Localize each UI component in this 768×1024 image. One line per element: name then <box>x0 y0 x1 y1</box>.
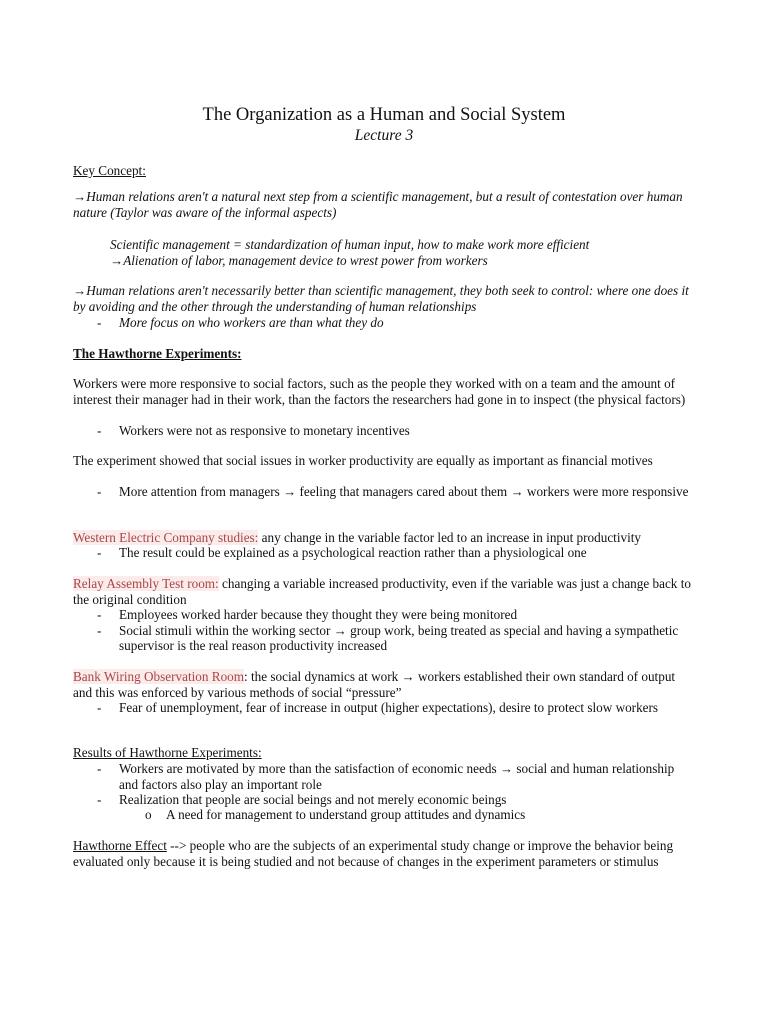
western-electric-bullets <box>97 545 693 561</box>
list-item: - More focus on who workers are than what they do <box>97 315 384 330</box>
bank-wiring-bullets <box>97 700 693 716</box>
hawthorne-paragraph-2: The experiment showed that social issues in worker productivity are equally as important as financial motives <box>73 453 653 468</box>
relay-assembly-label: Relay Assembly Test room: <box>73 576 219 591</box>
hawthorne-effect-label: Hawthorne Effect <box>73 838 167 853</box>
western-electric-text: any change in the variable factor led to an increase in input productivity <box>258 530 642 545</box>
arrow-icon: → <box>110 253 124 268</box>
relay-assembly-text: changing a variable increased productivity, even if the variable was just a change back to the original condition <box>73 576 691 607</box>
results-bullets <box>97 761 693 808</box>
key-concept-paragraph-1 <box>73 189 695 220</box>
hawthorne-bullets-1 <box>97 423 693 439</box>
document-subtitle: Lecture 3 <box>354 127 414 144</box>
document-title: The Organization as a Human and Social System <box>202 105 566 125</box>
results-heading: Results of Hawthorne Experiments: <box>73 745 262 760</box>
bank-wiring-paragraph <box>73 669 695 700</box>
results-sub-bullets <box>145 807 685 823</box>
list-item: - Employees worked harder because they thought they were being monitored <box>97 607 518 622</box>
western-electric-label: Western Electric Company studies: <box>73 530 259 545</box>
relay-assembly-paragraph <box>73 576 695 607</box>
circle-bullet-icon: o <box>145 807 152 822</box>
key-concept-paragraph-2b <box>110 253 695 269</box>
bank-wiring-text: : the social dynamics at work → workers established their own standard of output and this was enforced by various methods of social “pressure” <box>73 669 676 700</box>
list-item: - Workers were not as responsive to monetary incentives <box>97 423 410 438</box>
bank-wiring-label: Bank Wiring Observation Room <box>73 669 245 684</box>
key-concept-text-2b: Alienation of labor, management device to wrest power from workers <box>123 253 488 268</box>
hawthorne-bullets-2 <box>97 484 693 500</box>
list-item: - Workers are motivated by more than the satisfaction of economic needs → social and human relationship and factors also play an important role <box>97 761 675 792</box>
hawthorne-effect-paragraph <box>73 838 695 869</box>
list-item: - Social stimuli within the working sector → group work, being treated as special and having a sympathetic supervisor is the real reason productivity increased <box>97 622 679 653</box>
hawthorne-paragraph-1: Workers were more responsive to social factors, such as the people they worked with on a team and the amount of interest their manager had in their work, than the factors the researchers had gone in to inspect (the physical factors) <box>73 376 686 407</box>
list-item: - More attention from managers → feeling that managers cared about them → workers were more responsive <box>97 484 689 499</box>
key-concept-paragraph-2a: Scientific management = standardization of human input, how to make work more efficient <box>110 237 590 252</box>
relay-assembly-bullets <box>97 607 693 654</box>
key-concept-bullets <box>97 315 693 331</box>
key-concept-text-1: Human relations aren't a natural next step from a scientific management, but a result of contestation over human nature (Taylor was aware of the informal aspects) <box>73 189 683 220</box>
list-item: o A need for management to understand group attitudes and dynamics <box>145 807 526 822</box>
list-item: - The result could be explained as a psychological reaction rather than a physiological one <box>97 545 587 560</box>
key-concept-text-3: Human relations aren't necessarily better than scientific management, they both seek to control: where one does it by avoiding and the other through the understanding of human relationships <box>73 283 689 314</box>
key-concept-heading: Key Concept: <box>73 163 146 178</box>
hawthorne-effect-text: --> people who are the subjects of an experimental study change or improve the behavior being evaluated only because it is being studied and not because of changes in the experiment parameters or stimulus <box>73 838 674 869</box>
list-item: - Fear of unemployment, fear of increase in output (higher expectations), desire to protect slow workers <box>97 700 659 715</box>
arrow-icon: → <box>73 283 87 298</box>
arrow-icon: → <box>73 189 87 204</box>
hawthorne-heading: The Hawthorne Experiments: <box>73 346 242 361</box>
key-concept-paragraph-3 <box>73 283 695 314</box>
western-electric-paragraph <box>73 530 695 546</box>
list-item: - Realization that people are social beings and not merely economic beings <box>97 792 507 807</box>
